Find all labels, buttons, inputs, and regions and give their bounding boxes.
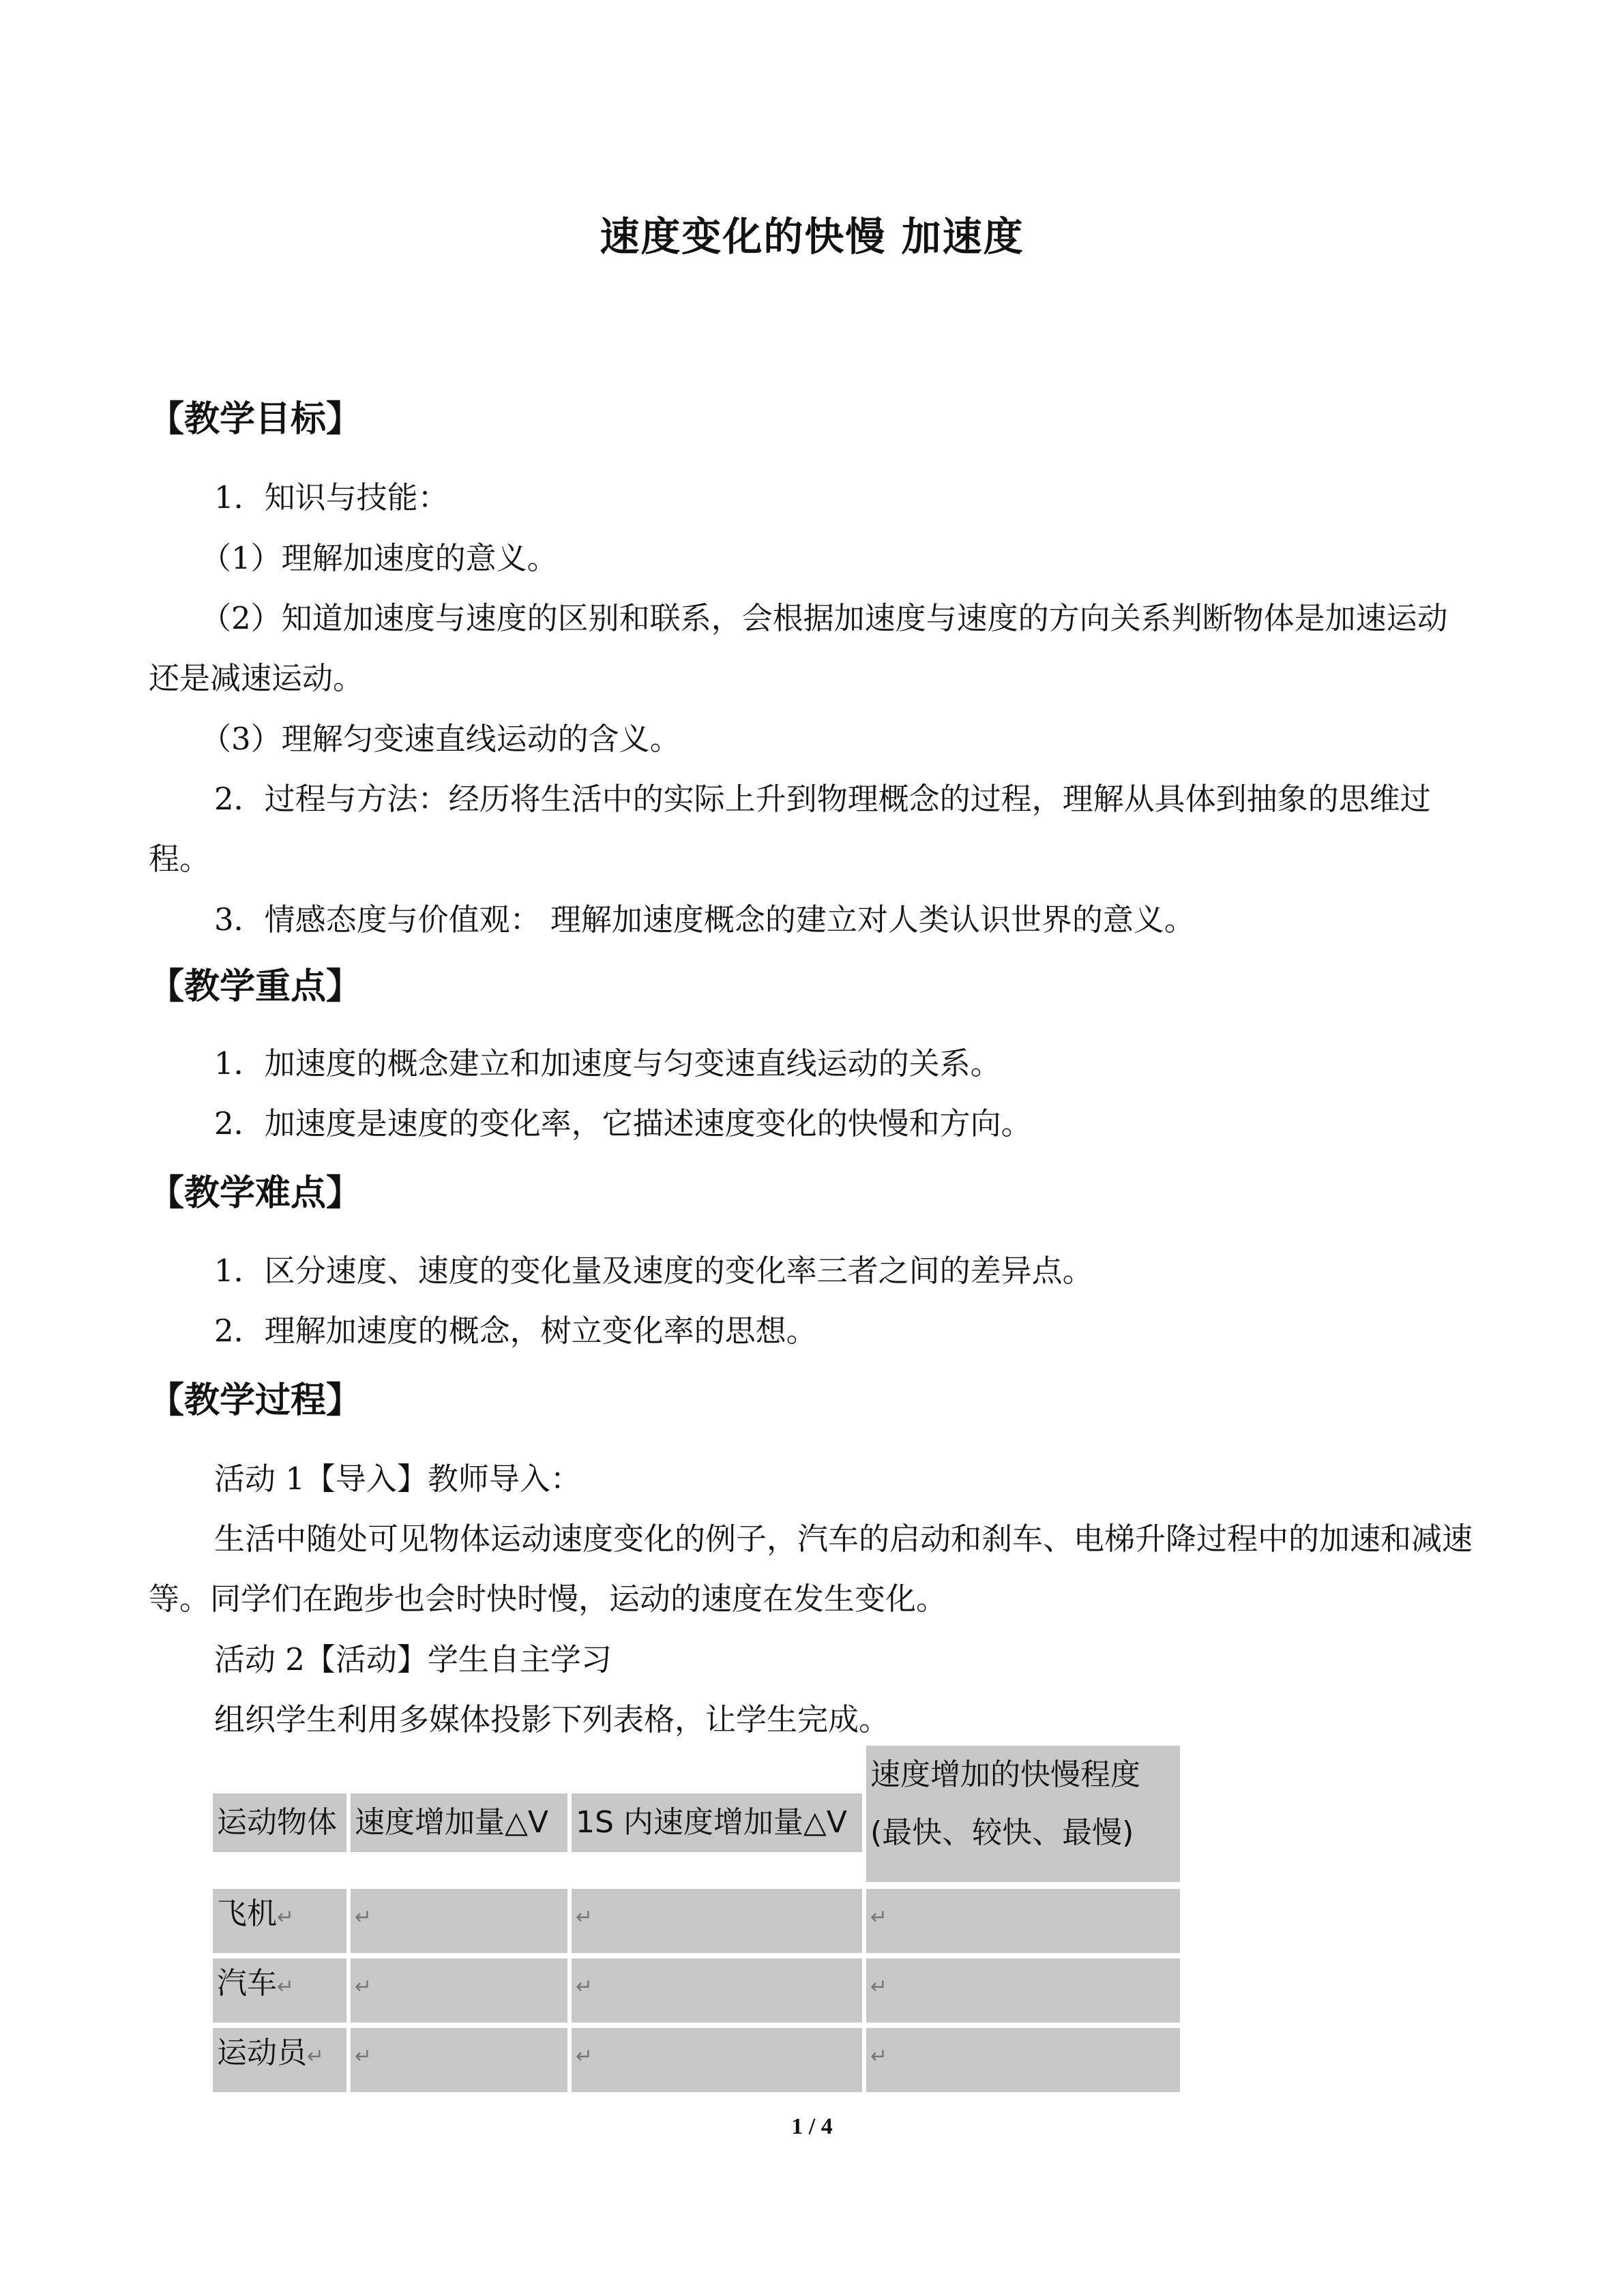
table-header-cell: 速度增加量△V — [351, 1793, 567, 1852]
return-mark: ↵ — [870, 1905, 888, 1929]
table-row-label — [213, 1889, 346, 1953]
row-name: 汽车 — [217, 1966, 277, 2001]
table-header-cell — [866, 1746, 1180, 1882]
table-header-line: 速度增加的快慢程度 — [870, 1757, 1140, 1792]
return-mark: ↵ — [355, 1905, 372, 1929]
return-mark: ↵ — [307, 2044, 325, 2068]
table-cell — [572, 1889, 862, 1953]
table-header-line: (最快、较快、最慢) — [870, 1815, 1134, 1850]
heading-difficulty: 【教学难点】 — [149, 1173, 362, 1214]
process-line-1: 活动 1【导入】教师导入： — [214, 1461, 581, 1497]
difficulty-line-1: 1．区分速度、速度的变化量及速度的变化率三者之间的差异点。 — [214, 1253, 1093, 1289]
goals-line-3: （2）知道加速度与速度的区别和联系，会根据加速度与速度的方向关系判断物体是加速运动还是减速运动。 — [149, 600, 1448, 696]
goals-line-6: 3．情感态度与价值观： 理解加速度概念的建立对人类认识世界的意义。 — [214, 901, 1195, 938]
document-title: 速度变化的快慢 加速度 — [600, 213, 1024, 260]
table-cell — [351, 2028, 567, 2092]
table-header-cell: 运动物体 — [213, 1793, 346, 1852]
heading-goals: 【教学目标】 — [149, 399, 362, 440]
page-number: 1 / 4 — [791, 2114, 833, 2139]
table-header-cell: 1S 内速度增加量△V — [572, 1793, 862, 1852]
row-name: 运动员 — [217, 2036, 307, 2070]
focus-line-1: 1．加速度的概念建立和加速度与匀变速直线运动的关系。 — [214, 1045, 1001, 1082]
return-mark: ↵ — [870, 1975, 888, 1999]
heading-process: 【教学过程】 — [149, 1380, 362, 1421]
return-mark: ↵ — [576, 1905, 593, 1929]
return-mark: ↵ — [355, 1975, 372, 1999]
return-mark: ↵ — [277, 1975, 295, 1999]
difficulty-line-2: 2．理解加速度的概念，树立变化率的思想。 — [214, 1313, 817, 1349]
table-cell — [351, 1958, 567, 2023]
return-mark: ↵ — [576, 1975, 593, 1999]
goals-line-5: 2．过程与方法：经历将生活中的实际上升到物理概念的过程，理解从具体到抽象的思维过程。 — [149, 781, 1431, 877]
table-cell — [866, 2028, 1180, 2092]
goals-line-4: （3）理解匀变速直线运动的含义。 — [201, 721, 681, 757]
speed-table — [213, 1746, 1180, 2096]
row-name: 飞机 — [217, 1896, 277, 1931]
process-line-3: 活动 2【活动】学生自主学习 — [214, 1641, 612, 1678]
return-mark: ↵ — [355, 2044, 372, 2068]
return-mark: ↵ — [576, 2044, 593, 2068]
return-mark: ↵ — [870, 2044, 888, 2068]
return-mark: ↵ — [277, 1905, 295, 1929]
heading-focus: 【教学重点】 — [149, 966, 362, 1007]
process-line-4: 组织学生利用多媒体投影下列表格，让学生完成。 — [214, 1701, 890, 1738]
table-row-label — [213, 1958, 346, 2023]
goals-line-1: 1．知识与技能： — [214, 479, 449, 516]
table-cell — [572, 2028, 862, 2092]
focus-line-2: 2．加速度是速度的变化率，它描述速度变化的快慢和方向。 — [214, 1105, 1032, 1142]
process-line-2: 生活中随处可见物体运动速度变化的例子，汽车的启动和刹车、电梯升降过程中的加速和减速等。同学们在跑步也会时快时慢，运动的速度在发生变化。 — [149, 1521, 1473, 1617]
table-cell — [572, 1958, 862, 2023]
goals-line-2: （1）理解加速度的意义。 — [201, 540, 558, 576]
table-cell — [866, 1889, 1180, 1953]
table-cell — [866, 1958, 1180, 2023]
table-cell — [351, 1889, 567, 1953]
table-row-label — [213, 2028, 346, 2092]
